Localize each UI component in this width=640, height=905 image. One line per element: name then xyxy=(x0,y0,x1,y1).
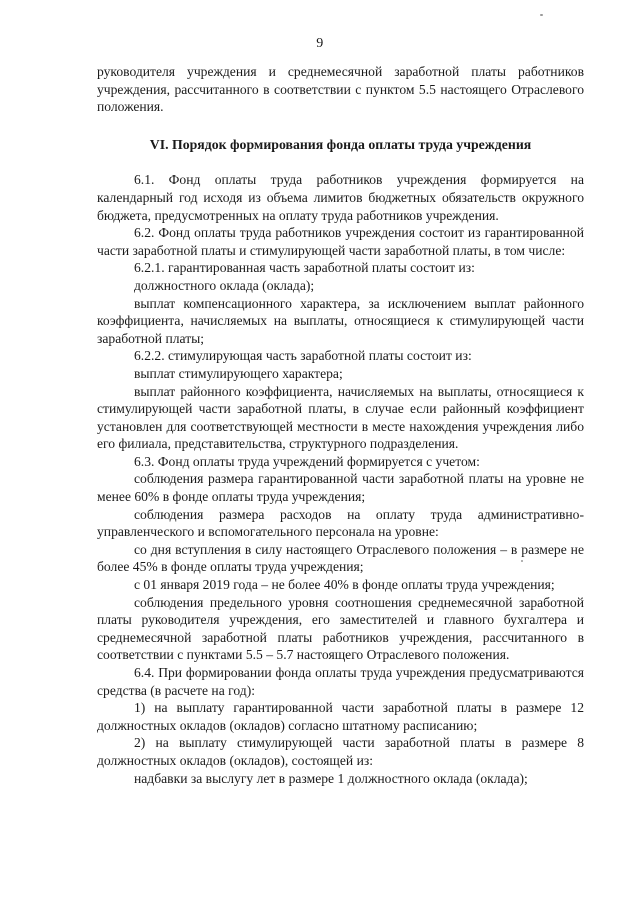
list-item: выплат компенсационного характера, за исключением выплат районного коэффициента, начисляемых на выплаты, относящиеся к стимулирующей части заработной платы; xyxy=(97,295,584,346)
list-item: со дня вступления в силу настоящего Отраслевого положения – в размере не более 45% в фонде оплаты труда учреждения; xyxy=(97,541,584,575)
paragraph-6-3: 6.3. Фонд оплаты труда учреждений формируется с учетом: xyxy=(134,453,480,469)
paragraph-6-1: 6.1. Фонд оплаты труда работников учреждения формируется на календарный год исходя из объема лимитов бюджетных обязательств окружного бюджета, предусмотренных на оплату труда работников учреждения. xyxy=(97,172,584,223)
scan-speck xyxy=(540,14,543,16)
list-item: выплат стимулирующего характера; xyxy=(134,365,343,381)
paragraph-6-4: 6.4. При формировании фонда оплаты труда учреждения предусматриваются средства (в расчете на год): xyxy=(97,665,584,698)
list-item: должностного оклада (оклада); xyxy=(134,277,315,293)
list-item: соблюдения размера гарантированной части заработной платы на уровне не менее 60% в фонде оплаты труда учреждения; xyxy=(97,471,584,505)
page-number: 9 xyxy=(316,36,324,51)
list-item: 2) на выплату стимулирующей части заработной платы в размере 8 должностных окладов (окладов), состоящей из: xyxy=(97,735,584,768)
list-item: выплат районного коэффициента, начисляемых на выплаты, относящиеся к стимулирующей части заработной платы, в случае если районный коэффициент установлен для соответствующей местности в месте нахождения учреждения либо его филиала, представительства, структурного подразделения. xyxy=(97,383,584,452)
section-heading: VI. Порядок формирования фонда оплаты труда учреждения xyxy=(149,136,532,152)
list-item: соблюдения предельного уровня соотношения среднемесячной заработной платы руководителя учреждения, его заместителей и главного бухгалтера и среднемесячной заработной платы работников учреждения, рассчитанного в соответствии с пунктами 5.5 – 5.7 настоящего Отраслевого положения. xyxy=(97,594,584,663)
document-body xyxy=(97,63,584,787)
list-item: 1) на выплату гарантированной части заработной платы в размере 12 должностных окладов (окладов) согласно штатному расписанию; xyxy=(97,700,584,733)
list-item: с 01 января 2019 года – не более 40% в фонде оплаты труда учреждения; xyxy=(134,577,555,593)
paragraph-6-2-2: 6.2.2. стимулирующая часть заработной платы состоит из: xyxy=(134,348,472,364)
list-item: надбавки за выслугу лет в размере 1 должностного оклада (оклада); xyxy=(134,770,528,786)
list-item: соблюдения размера расходов на оплату труда административно-управленческого и вспомогательного персонала на уровне: xyxy=(97,506,584,540)
paragraph-6-2-1: 6.2.1. гарантированная часть заработной платы состоит из: xyxy=(134,260,475,276)
continuation-paragraph: руководителя учреждения и среднемесячной заработной платы работников учреждения, рассчитанного в соответствии с пунктом 5.5 настоящего Отраслевого положения. xyxy=(97,64,584,115)
paragraph-6-2: 6.2. Фонд оплаты труда работников учреждения состоит из гарантированной части заработной платы и стимулирующей части заработной платы, в том числе: xyxy=(97,225,584,258)
